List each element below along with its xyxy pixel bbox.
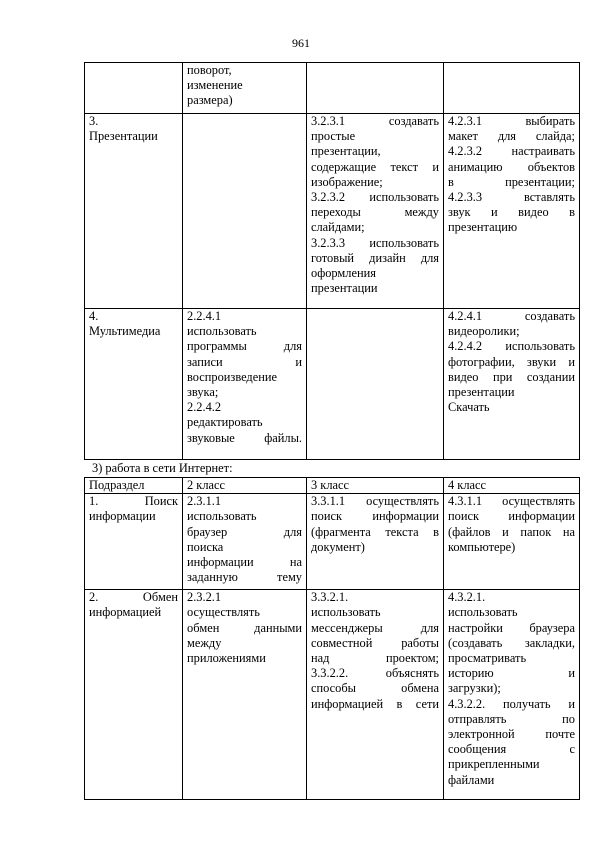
cell-line: макет для слайда; [448,129,575,144]
cell-line: 4.2.3.3 вставлять [448,190,575,205]
cell-line: в презентации; [448,174,575,189]
cell-line: (файлов и папок на [448,524,575,539]
table-cell [183,114,307,309]
table-cell [444,63,580,114]
table-cell [307,590,444,800]
cell-line: презентации [448,385,515,400]
cell-line: компьютере) [448,539,516,554]
cell-line: анимацию объектов [448,159,575,174]
table-cell [85,63,183,114]
cell-line: звука; [187,385,219,400]
cell-line: обмен данными [187,620,302,635]
cell-line: слайдами; [311,220,365,235]
cell-line: (фрагмента текста в [311,524,439,539]
cell-line: изменение [187,78,243,93]
table-cell [85,309,183,460]
cell-line: 4.2.4.2 использовать [448,339,575,354]
cell-line: видео при создании [448,369,575,384]
cell-line: 4.2.3.1 выбирать [448,114,575,128]
cell-line: Мультимедиа [89,324,161,339]
cell-line: 4.3.1.1 осуществлять [448,494,575,509]
cell-line: 4. [89,309,99,323]
cell-line: 2.3.2.1 [187,590,222,605]
cell-line: 4.3.2.2. получать и [448,696,575,711]
column-header: 2 класс [183,478,307,494]
cell-line: оформления [311,266,376,281]
cell-line: Скачать [448,400,490,415]
page-number: 961 [292,36,310,50]
cell-line: воспроизведение [187,369,277,384]
cell-line: 3.2.3.2 использовать [311,190,439,205]
table-cell [85,590,183,800]
cell-line: использовать [187,324,257,339]
cell-line: между [187,635,222,650]
cell-line: изображение; [311,174,383,189]
cell-line: отправлять по [448,711,575,726]
cell-line: 4.3.2.1. [448,590,486,605]
cell-line: 3.2.3.1 создавать [311,114,439,128]
table-row [85,494,580,590]
cell-line: видеоролики; [448,324,520,339]
cell-line: готовый дизайн для [311,250,439,265]
table-cell [85,114,183,309]
cell-line: переходы между [311,205,439,220]
cell-line: осуществлять [187,605,260,620]
column-header: 4 класс [444,478,580,494]
column-header: 3 класс [307,478,444,494]
cell-line: использовать [311,605,381,620]
cell-line: заданную тему [187,570,302,585]
table-cell [183,590,307,800]
cell-line: сообщения с [448,742,575,757]
cell-line: информации [89,509,156,524]
column-header: Подраздел [85,478,183,494]
cell-line: поиск информации [448,509,575,524]
cell-line: мессенджеры для [311,620,439,635]
cell-line: фотографии, звуки и [448,354,575,369]
table-curriculum-part1 [84,62,580,460]
cell-line: просматривать [448,651,527,666]
cell-line: 3.3.2.2. объяснять [311,666,439,681]
cell-line: информацией [89,605,162,620]
cell-line: простые [311,129,356,144]
cell-line: 3.3.1.1 осуществлять [311,494,439,509]
table-cell [85,494,183,590]
cell-line: 2.2.4.2 [187,400,222,415]
table-internet-work [84,477,580,800]
cell-line: над проектом; [311,651,439,666]
cell-line: редактировать [187,415,263,430]
cell-line: 2. Обмен [89,590,178,605]
cell-line: совместной работы [311,635,439,650]
cell-line: 1. Поиск [89,494,178,509]
cell-line: Презентации [89,129,158,144]
cell-line: файлами [448,772,495,787]
cell-line: электронной почте [448,727,575,742]
cell-line: загрузки); [448,681,501,696]
cell-line: 3.3.2.1. [311,590,349,605]
cell-line: записи и [187,354,302,369]
cell-line: браузер для [187,524,302,539]
cell-line: информацией в сети [311,696,439,711]
cell-line: поиска [187,539,224,554]
cell-line: настройки браузера [448,620,575,635]
cell-line: 4.2.3.2 настраивать [448,144,575,159]
table-row [85,590,580,800]
cell-line: 2.3.1.1 [187,494,222,509]
cell-line: 4.2.4.1 создавать [448,309,575,323]
table-cell [307,309,444,460]
table-cell [183,309,307,460]
cell-line: поворот, [187,63,232,77]
cell-line: звук и видео в [448,205,575,220]
table-cell [444,590,580,800]
cell-line: использовать [187,509,257,524]
cell-line: презентации, [311,144,381,159]
cell-line: использовать [448,605,518,620]
table-row [85,63,580,114]
table-cell [444,494,580,590]
cell-line: поиск информации [311,509,439,524]
table-cell [183,494,307,590]
table-header-row [85,478,580,494]
cell-line: историю и [448,666,575,681]
cell-line: 3. [89,114,99,128]
section-title: 3) работа в сети Интернет: [92,461,233,475]
cell-line: 3.2.3.3 использовать [311,235,439,250]
table-cell [307,114,444,309]
cell-line: содержащие текст и [311,159,439,174]
cell-line: 2.2.4.1 [187,309,222,323]
cell-line: приложениями [187,651,266,666]
table-cell [183,63,307,114]
table-cell [307,63,444,114]
cell-line: звуковые файлы. [187,430,302,445]
table-row [85,114,580,309]
cell-line: размера) [187,93,233,108]
cell-line: (создавать закладки, [448,635,575,650]
cell-line: программы для [187,339,302,354]
table-row [85,309,580,460]
cell-line: прикрепленными [448,757,540,772]
table-cell [444,114,580,309]
cell-line: презентации [311,281,378,296]
table-cell [307,494,444,590]
cell-line: документ) [311,539,365,554]
table-cell [444,309,580,460]
cell-line: презентацию [448,220,518,235]
cell-line: способы обмена [311,681,439,696]
cell-line: информации на [187,555,302,570]
